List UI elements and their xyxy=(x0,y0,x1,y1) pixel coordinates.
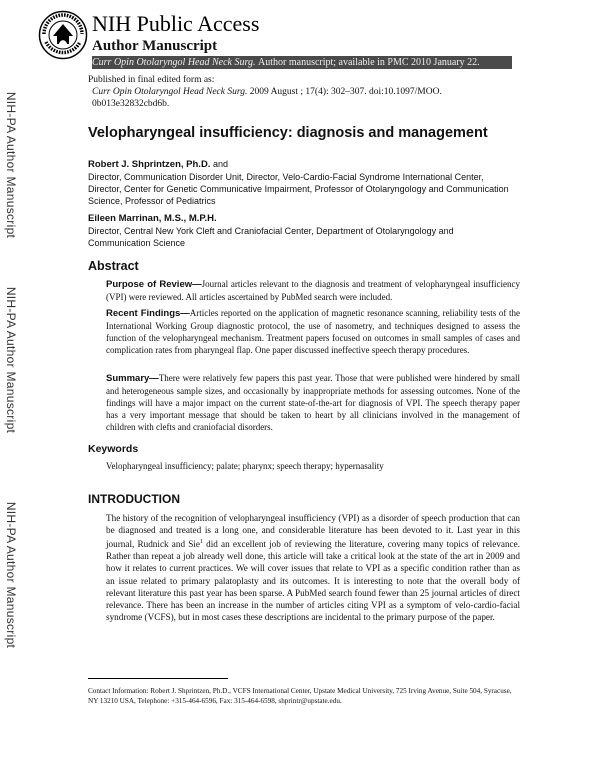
summary-text: There were relatively few papers this past year. Those that were published were hindered by small and heterogeneous sample sizes, and occasionally by inappropriate methods for assessing outcomes. None of the findings will have a major impact on the current state-of-the-art for diagnosis of VPI. The speech therapy paper has a very important message that should be taken to heart by all clinicians involved in the management of children with clefts and craniofacial disorders. xyxy=(106,373,520,432)
published-form-doi: 0b013e32832cbd6b. xyxy=(92,99,170,109)
footnote-divider xyxy=(88,678,228,679)
published-form-reference xyxy=(88,86,518,98)
author-block xyxy=(88,212,518,249)
citation-reference[interactable]: 1 xyxy=(199,539,203,546)
author-name: Eileen Marrinan, M.S., M.P.H. xyxy=(88,213,217,224)
paper-title: Velopharyngeal insufficiency: diagnosis and management xyxy=(88,125,488,141)
findings-text: Articles reported on the application of magnetic resonance scanning, reliability tests of the International Working Group diagnostic protocol, the use of nasometry, and techniques designed to assess the function of the velopharyngeal mechanism. Treatment papers focused on outcomes in small samples of cases and complication rates from pharyngeal flap. One paper discussed ineffective speech therapy procedures. xyxy=(106,308,520,355)
header-citation-availability: Author manuscript; available in PMC 2010 January 22. xyxy=(258,57,480,68)
contact-footnote: Contact Information: Robert J. Shprintzen, Ph.D., VCFS International Center, Upstate Medical University, 725 Irving Avenue, Suite 504, Syracuse, NY 13210 USA, Telephone: +315-464-6596, Fax: 315-464-6598, shprintr@upstate.edu. xyxy=(88,687,512,705)
nih-public-access-title: NIH Public Access xyxy=(92,11,260,36)
published-form-details: 2009 August ; 17(4): 302–307. doi:10.1097/MOO. xyxy=(249,87,442,97)
side-watermark-label: NIH-PA Author Manuscript xyxy=(4,91,18,239)
abstract-findings xyxy=(106,307,520,356)
side-watermark xyxy=(4,490,18,660)
author-block xyxy=(88,158,518,207)
author-name: Robert J. Shprintzen, Ph.D. xyxy=(88,159,211,170)
header-citation-journal: Curr Opin Otolaryngol Head Neck Surg. xyxy=(92,57,256,68)
side-watermark-label: NIH-PA Author Manuscript xyxy=(4,501,18,649)
abstract-purpose xyxy=(106,278,520,303)
introduction-text-part2: did an excellent job of reviewing the literature, covering many topics of relevance. Rather than repeat a job already well done, this article will take a critical look at the state of the art in 2009 and how it relates to current practices. We will cover issues that relate to VPI as a specific condition rather than as an issue related to primary palatoplasty and its outcomes. It is interesting to note that the overall body of relevant literature this past year has been sparse. A PubMed search found fewer than 25 journal articles of direct relevance. There has been an increase in the number of articles citing VPI as a symptom of velo-cardio-facial syndrome (VCFS), but in most cases these descriptions are incidental to the primary purpose of the paper. xyxy=(106,539,520,622)
author-affiliation: Director, Communication Disorder Unit, Director, Velo-Cardio-Facial Syndrome International Center, Director, Center for Genetic Communicative Impairment, Professor of Otolaryngology and Communication Science, Professor of Pediatrics xyxy=(88,172,509,206)
header-citation xyxy=(92,57,480,69)
introduction-paragraph xyxy=(106,512,520,623)
summary-label: Summary— xyxy=(106,373,159,384)
author-manuscript-subtitle: Author Manuscript xyxy=(92,38,218,54)
abstract-summary xyxy=(106,372,520,433)
purpose-text: Journal articles relevant to the diagnosis and treatment of velopharyngeal insufficiency (VPI) were reviewed. All articles ascertained by PubMed search were included. xyxy=(106,279,520,302)
purpose-label: Purpose of Review— xyxy=(106,279,202,290)
published-form-journal: Curr Opin Otolaryngol Head Neck Surg. xyxy=(92,87,248,97)
side-watermark xyxy=(4,275,18,445)
keywords-list: Velopharyngeal insufficiency; palate; pharynx; speech therapy; hypernasality xyxy=(106,461,384,471)
side-watermark-label: NIH-PA Author Manuscript xyxy=(4,286,18,434)
published-form-label: Published in final edited form as: xyxy=(88,75,215,85)
side-watermark xyxy=(4,80,18,250)
abstract-heading: Abstract xyxy=(88,259,139,273)
nih-seal-logo xyxy=(38,10,88,60)
introduction-text-part1: The history of the recognition of velopharyngeal insufficiency (VPI) as a disorder of speech production that can be diagnosed and treated is a long one, and considerable literature has been devoted to it. Last year in this journal, Rudnick and Sie xyxy=(106,513,520,550)
keywords-heading: Keywords xyxy=(88,443,139,455)
published-form-citation xyxy=(88,74,518,110)
findings-label: Recent Findings— xyxy=(106,308,190,319)
introduction-heading: INTRODUCTION xyxy=(88,492,180,506)
author-affiliation: Director, Central New York Cleft and Craniofacial Center, Department of Otolaryngology and Communication Science xyxy=(88,226,454,248)
author-conjunction: and xyxy=(210,159,228,169)
